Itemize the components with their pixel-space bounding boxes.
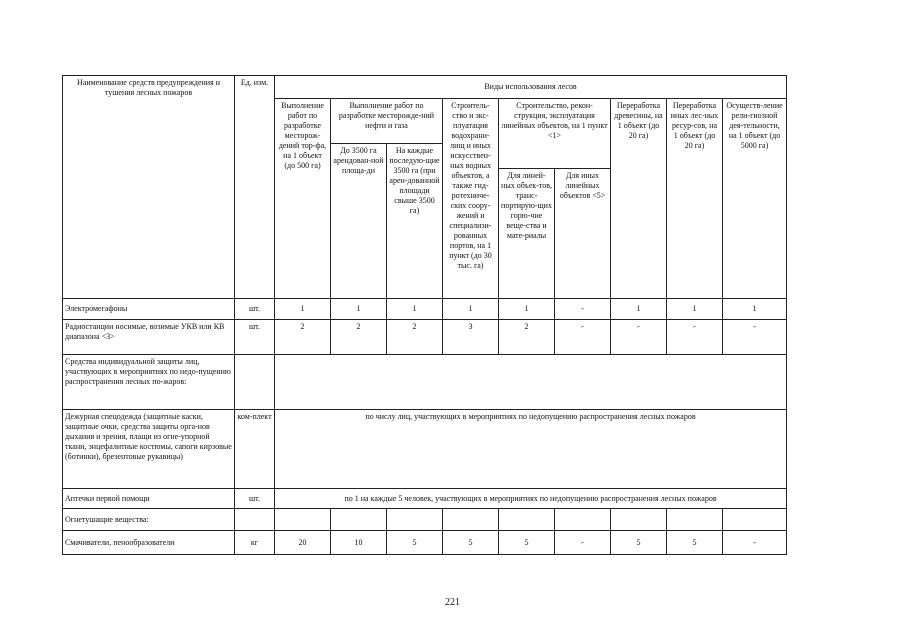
- header-wood: Переработка древесины, на 1 объект (до 20 га): [611, 99, 667, 299]
- cell-value: -: [611, 320, 667, 355]
- cell-value: 5: [443, 531, 499, 555]
- cell-value: 1: [723, 299, 787, 320]
- header-name: Наименование средств предупреждения и тушения лесных пожаров: [63, 76, 235, 299]
- table-row: [63, 509, 787, 531]
- cell-value: 1: [331, 299, 387, 320]
- table-row: [63, 355, 787, 410]
- cell-value: [555, 509, 611, 531]
- row-name: Смачиватели, пенообразователи: [63, 531, 235, 555]
- cell-value: -: [555, 299, 611, 320]
- cell-value: 1: [443, 299, 499, 320]
- header-oilgas-group: Выполнение работ по разработке месторожде-ний нефти и газа: [331, 99, 443, 144]
- header-peat: Выполнение работ по разработке месторож-дений тор-фа, на 1 объект (до 500 га): [275, 99, 331, 299]
- cell-value: 3: [443, 320, 499, 355]
- row-name: Средства индивидуальной защиты лиц, участвующих в мероприятиях по недо-пущению распространения лесных по-жаров:: [63, 355, 235, 410]
- header-unit: Ед. изм.: [235, 76, 275, 299]
- row-unit: ком-плект: [235, 410, 275, 489]
- cell-value: -: [667, 320, 723, 355]
- row-unit: шт.: [235, 299, 275, 320]
- row-name: Аптечки первой помощи: [63, 489, 235, 509]
- cell-value: 1: [499, 299, 555, 320]
- cell-value: [667, 509, 723, 531]
- page-number: 221: [445, 597, 460, 608]
- cell-value: [331, 509, 387, 531]
- cell-value: 1: [667, 299, 723, 320]
- header-linear-b: Для иных линейных объектов <5>: [555, 169, 611, 299]
- cell-value: [387, 509, 443, 531]
- cell-value: [275, 509, 331, 531]
- cell-value: 2: [331, 320, 387, 355]
- cell-value: 1: [387, 299, 443, 320]
- cell-value: [443, 509, 499, 531]
- cell-value: 10: [331, 531, 387, 555]
- row-name: Огнетушащие вещества:: [63, 509, 235, 531]
- table-row: [63, 489, 787, 509]
- table-row: [63, 531, 787, 555]
- table-row: [63, 320, 787, 355]
- row-unit: шт.: [235, 489, 275, 509]
- cell-value: -: [723, 320, 787, 355]
- header-oilgas-b: На каждые последую-щие 3500 га (при арен-дованной площади свыше 3500 га): [387, 144, 443, 299]
- row-span-text: по 1 на каждые 5 человек, участвующих в мероприятиях по недопущению распространения лесных пожаров: [275, 489, 787, 509]
- cell-value: -: [723, 531, 787, 555]
- row-name: Электромегафоны: [63, 299, 235, 320]
- header-oilgas-a: До 3500 га арендован-ной площа-ди: [331, 144, 387, 299]
- row-span-text: по числу лиц, участвующих в мероприятиях по недопущению распространения лесных пожаров: [275, 410, 787, 489]
- header-water: Строитель-ство и экс-плуатация водохрани-лищ и иных искусствен-ных водных объектов, а также гид-ротехниче-ских соору-жений и специализи-рованных портов, на 1 пункт (до 30 тыс. га): [443, 99, 499, 299]
- cell-value: [723, 509, 787, 531]
- row-span-empty: [275, 355, 787, 410]
- header-linear-a: Для линей-ных объек-тов, транс-портирую-щих горю-чие веще-ства и мате-риалы: [499, 169, 555, 299]
- row-name: Радиостанции носимые, возимые УКВ или КВ диапазона <3>: [63, 320, 235, 355]
- table-row: [63, 410, 787, 489]
- row-unit: [235, 509, 275, 531]
- cell-value: 20: [275, 531, 331, 555]
- cell-value: 1: [611, 299, 667, 320]
- cell-value: 5: [499, 531, 555, 555]
- cell-value: 5: [611, 531, 667, 555]
- table-row: [63, 299, 787, 320]
- header-religious: Осуществ-ление рели-гиозной дея-тельности, на 1 объект (до 5000 га): [723, 99, 787, 299]
- cell-value: 1: [275, 299, 331, 320]
- forest-fire-equipment-table: [62, 75, 787, 555]
- row-unit: шт.: [235, 320, 275, 355]
- row-unit: кг: [235, 531, 275, 555]
- cell-value: 5: [667, 531, 723, 555]
- cell-value: 5: [387, 531, 443, 555]
- cell-value: 2: [275, 320, 331, 355]
- header-group-title: Виды использования лесов: [275, 76, 787, 99]
- header-linear-group: Строительство, рекон-струкция, эксплуатация линейных объектов, на 1 пункт <1>: [499, 99, 611, 169]
- row-name: Дежурная спецодежда (защитные каски, защитные очки, средства защиты орга-нов дыхания и зрения, плащи из огне-упорной ткани, энцефалитные костюмы, сапоги кирзовые (ботинки), брезентовые рукавицы): [63, 410, 235, 489]
- cell-value: -: [555, 320, 611, 355]
- cell-value: -: [555, 531, 611, 555]
- cell-value: 2: [499, 320, 555, 355]
- cell-value: 2: [387, 320, 443, 355]
- row-unit: [235, 355, 275, 410]
- header-other-forest: Переработка иных лес-ных ресур-сов, на 1 объект (до 20 га): [667, 99, 723, 299]
- cell-value: [611, 509, 667, 531]
- cell-value: [499, 509, 555, 531]
